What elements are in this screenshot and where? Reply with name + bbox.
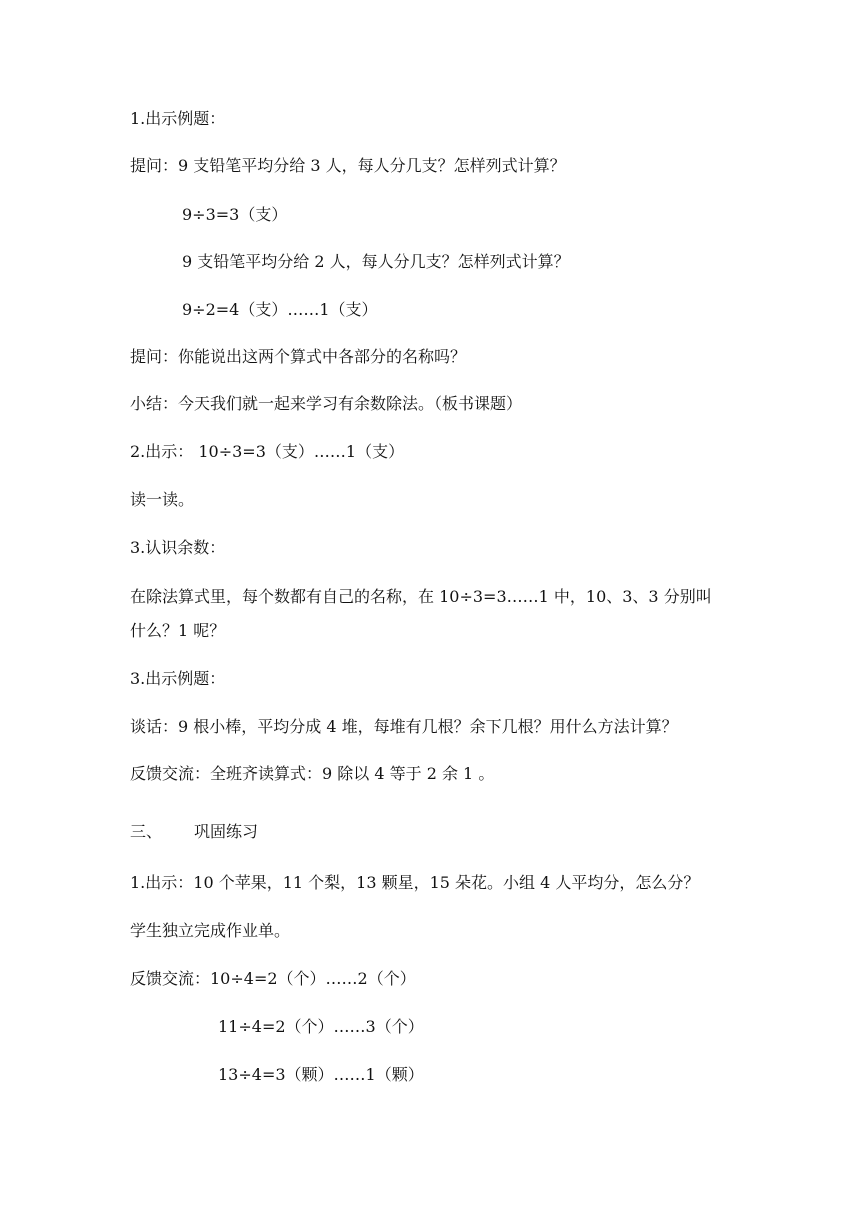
- question-line: 提问：9 支铅笔平均分给 3 人，每人分几支？怎样列式计算？: [130, 156, 566, 175]
- equation-line: 9÷3=3（支）: [182, 205, 288, 224]
- example-heading: 3.出示例题：: [130, 669, 226, 688]
- section-title: 巩固练习: [194, 822, 259, 841]
- read-line: 读一读。: [130, 490, 195, 509]
- instruction-line: 学生独立完成作业单。: [130, 921, 291, 940]
- exercise-line: 1.出示：10 个苹果，11 个梨，13 颗星，15 朵花。小组 4 人平均分，怎么分？: [130, 873, 700, 892]
- show-line: 2.出示： 10÷3=3（支）……1（支）: [130, 442, 405, 461]
- feedback-line: 反馈交流：全班齐读算式：9 除以 4 等于 2 余 1 。: [130, 764, 495, 783]
- summary-line: 小结：今天我们就一起来学习有余数除法。（板书课题）: [130, 394, 523, 413]
- question-line: 提问：你能说出这两个算式中各部分的名称吗？: [130, 347, 467, 366]
- paragraph-line: 在除法算式里，每个数都有自己的名称，在 10÷3=3……1 中，10、3、3 分别叫: [130, 587, 712, 606]
- section-number: 三、: [130, 822, 163, 841]
- equation-line: 13÷4=3（颗）……1（颗）: [218, 1065, 424, 1084]
- question-line: 9 支铅笔平均分给 2 人，每人分几支？怎样列式计算？: [182, 252, 570, 271]
- talk-line: 谈话：9 根小棒，平均分成 4 堆，每堆有几根？余下几根？用什么方法计算？: [130, 717, 678, 736]
- example-heading: 1.出示例题：: [130, 109, 226, 128]
- remainder-heading: 3.认识余数：: [130, 538, 226, 557]
- paragraph-line: 什么？1 呢？: [130, 621, 226, 640]
- equation-line: 9÷2=4（支）……1（支）: [182, 300, 378, 319]
- feedback-line: 反馈交流：10÷4=2（个）……2（个）: [130, 969, 416, 988]
- equation-line: 11÷4=2（个）……3（个）: [218, 1017, 424, 1036]
